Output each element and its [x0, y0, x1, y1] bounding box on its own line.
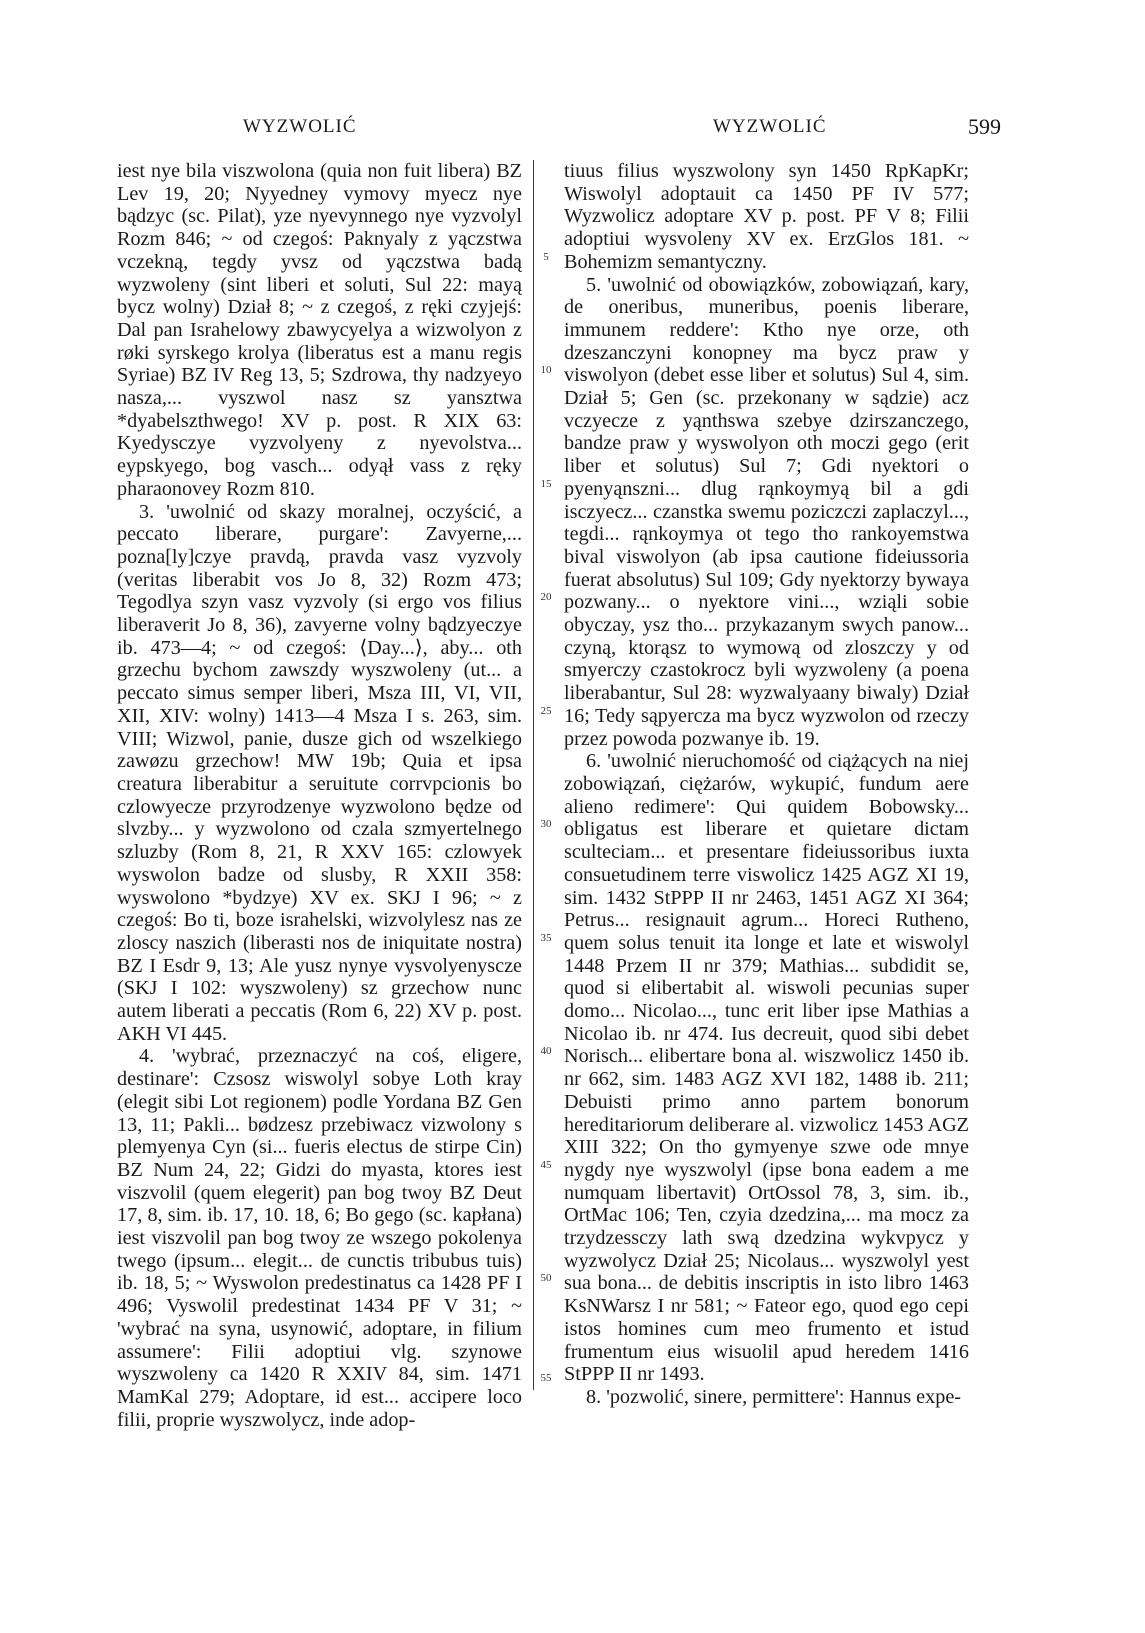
line-number: 20: [540, 591, 552, 603]
right-running-title: WYZWOLIĆ: [713, 116, 827, 137]
paragraph-continued: iest nye bila viszwolona (quia non fuit libera) BZ Lev 19, 20; Nyyedney vymovy myecz nye bądzyc (sc. Pilat), yze nyevynnego nye vyzvolyl Rozm 846; ~ od czegoś: Paknyaly z yączstwa vczekną, tegdy yvsz od yączstwa badą wyzwoleny (sint liberi et soluti, Sul 22: mayą bycz wolny) Dział 8; ~ z czegoś, z ręki czyjejś: Dal pan Israhelowy zbawycyelya a wizwolyon z røki syrskego krolya (liberatus est a manu regis Syriae) BZ IV Reg 13, 5; Szdrowa, thy nadzyeyo nasza,... vyszwol nasz sz yansztwa *dyabelszthwego! XV p. post. R XIX 63: Kyedysczye vyzvolyeny z nyevolstva... eypskyego, bog vasch... odyął vass z ręky pharaonovey Rozm 810.: [117, 160, 522, 500]
paragraph-continued: tiuus filius wyszwolony syn 1450 RpKapKr; Wiswolyl adoptauit ca 1450 PF IV 577; Wyzwolicz adoptare XV p. post. PF V 8; Filii adoptiui wysvoleny XV ex. ErzGlos 181. ~ Bohemizm semantyczny.: [564, 160, 969, 273]
line-number: 55: [540, 1372, 552, 1384]
paragraph-sense-5: 5. 'uwolnić od obowiązków, zobowiązań, kary, de oneribus, muneribus, poenis liberare, immunem reddere': Ktho nye orze, oth dzeszanczyni konopney ma bycz praw y viswolyon (debet esse liber et solutus) Sul 4, sim. Dział 5; Gen (sc. przekonany w sądzie) acz vczyecze z yąnthswa szebye dzirszanczego, bandze praw y wyswolyon oth moczi gego (erit liber et solutus) Sul 7; Gdi nyektori o pyenyąnszni... dlug rąnkoymyą bil a gdi isczyecz... czanstka swemu poziczczi zaplaczyl..., tegdi... rąnkoymya ot tego tho rankoyemstwa bival viswolyon (ab ipsa cautione fideiussoria fuerat absolutus) Sul 109; Gdy nyektorzy bywaya pozwany... o nyektore vini..., wziąli sobie obyczay, ysz tho... przykazanym swych panow... czyną, ktorąsz to wymową od zloszczy y od smyerczy czastokrocz byli wyzwoleny (a poena liberabantur, Sul 28: wyzwalyaany biwaly) Dział 16; Tedy sąpyercza ma bycz wyzwolon od rzeczy przez powoda pozwanye ib. 19.: [564, 273, 969, 750]
left-column: [117, 160, 522, 1431]
line-number: 45: [540, 1159, 552, 1171]
line-number: 5: [543, 251, 549, 263]
left-running-title: WYZWOLIĆ: [243, 116, 357, 137]
line-number: 25: [540, 705, 552, 717]
paragraph-sense-8: 8. 'pozwolić, sinere, permittere': Hannus expe-: [586, 1385, 962, 1408]
line-number: 40: [540, 1045, 552, 1057]
paragraph-sense-3: 3. 'uwolnić od skazy moralnej, oczyścić, a peccato liberare, purgare': Zavyerne,... pozna[ly]czye pravdą, pravda vasz vyzvoly (veritas liberabit vos Jo 8, 32) Rozm 473; Tegodlya szyn vasz vyzvoly (si ergo vos filius liberaverit Jo 8, 36), zavyerne volny bądzyeczye ib. 473—4; ~ od czegoś: ⟨Day...⟩, aby... oth grzechu bychom zawszdy wyszwoleny (ut... a peccato simus semper liberi, Msza III, VI, VII, XII, XIV: wolny) 1413—4 Msza I s. 263, sim. VIII; Wizwol, panie, dusze gich od wszelkiego zawøzu grzechow! MW 19b; Quia et ipsa creatura liberabitur a seruitute corrvpcionis bo czlowyecze przyrodzenye wyzwolono będze od slvzby... y wyzwolono od czala szmyertelnego szluzby (Rom 8, 21, R XXV 165: czlowyek wyswolon badze od slusby, R XXII 358: wyswolono *bydzye) XV ex. SKJ I 96; ~ z czegoś: Bo ti, boze israhelski, wizvolylesz nas ze zloscy naszich (liberasti nos de iniquitate nostra) BZ I Esdr 9, 13; Ale yusz nynye vysvolyenyscze (SKJ I 102: wyszwoleny) sz grzechow nunc autem liberati a peccatis (Rom 6, 22) XV p. post. AKH VI 445.: [117, 500, 522, 1045]
line-number: 30: [540, 818, 552, 830]
line-number: 15: [540, 478, 552, 490]
page-number: 599: [968, 114, 1001, 139]
line-number: 10: [540, 364, 552, 376]
paragraph-sense-6: 6. 'uwolnić nieruchomość od ciążących na niej zobowiązań, ciężarów, wykupić, fundum aere alieno redimere': Qui quidem Bobowsky... obligatus est liberare et quietare dictam sculteciam... et presentare fideiussoribus iuxta consuetudinem terre viswolicz 1425 AGZ XI 19, sim. 1432 StPPP II nr 2463, 1451 AGZ XI 364; Petrus... resignauit agrum... Horeci Rutheno, quem solus tenuit ita longe et late et wiswolyl 1448 Przem II nr 379; Mathias... subdidit se, quod si elibertabit al. wiswoli pecunias super domo... Nicolao..., tunc erit liber ipse Mathias a Nicolao ib. nr 474. Ius decreuit, quod sibi debet Norisch... elibertare bona al. wiszwolicz 1450 ib. nr 662, sim. 1483 AGZ XVI 182, 1488 ib. 211; Debuisti primo anno partem bonorum hereditariorum deliberare al. vizwolicz 1453 AGZ XIII 322; On tho gymyenye szwe ode mnye nygdy nye wyszwolyl (ipse bona eadem a me numquam libertavit) OrtOssol 78, 3, sim. ib., OrtMac 106; Ten, czyia dzedzina,... ma mocz za trzydzessczy lath swą dzedzina wykvpycz y wyzwolycz Dział 25; Nicolaus... wyszwolyl yest sua bona... de debitis inscriptis in isto libro 1463 KsNWarsz I nr 581; ~ Fateor ego, quod ego cepi istos homines cum meo frumento et istud frumentum eius wisuolil apud heredem 1416 StPPP II nr 1493.: [564, 750, 969, 1386]
running-header: [0, 116, 1145, 146]
line-number: 50: [540, 1272, 552, 1284]
right-column: [564, 160, 969, 1409]
paragraph-sense-4: 4. 'wybrać, przeznaczyć na coś, eligere, destinare': Czsosz wiswolyl sobye Loth kray (elegit sibi Lot regionem) podle Yordana BZ Gen 13, 11; Pakli... bødzesz przebiwacz vizwolony s plemyenya Cyn (si... fueris electus de stirpe Cin) BZ Num 24, 22; Gidzi do myasta, ktores iest viszvolil (quem elegerit) pan bog twoy BZ Deut 17, 8, sim. ib. 17, 10. 18, 6; Bo gego (sc. kapłana) iest viszvolil pan bog twoy ze wszego pokolenya twego (ipsum... elegit... de cunctis tribubus tuis) ib. 18, 5; ~ Wyswolon predestinatus ca 1428 PF I 496; Vyswolil predestinat 1434 PF V 31; ~ 'wybrać na syna, usynowić, adoptare, in filium assumere': Filii adoptiui vlg. szynowe wyszwoleny ca 1420 R XXIV 84, sim. 1471 MamKal 279; Adoptare, id est... accipere loco filii, proprie wyszwolycz, inde adop-: [117, 1045, 522, 1431]
line-number: 35: [540, 932, 552, 944]
column-divider: [533, 160, 534, 1390]
